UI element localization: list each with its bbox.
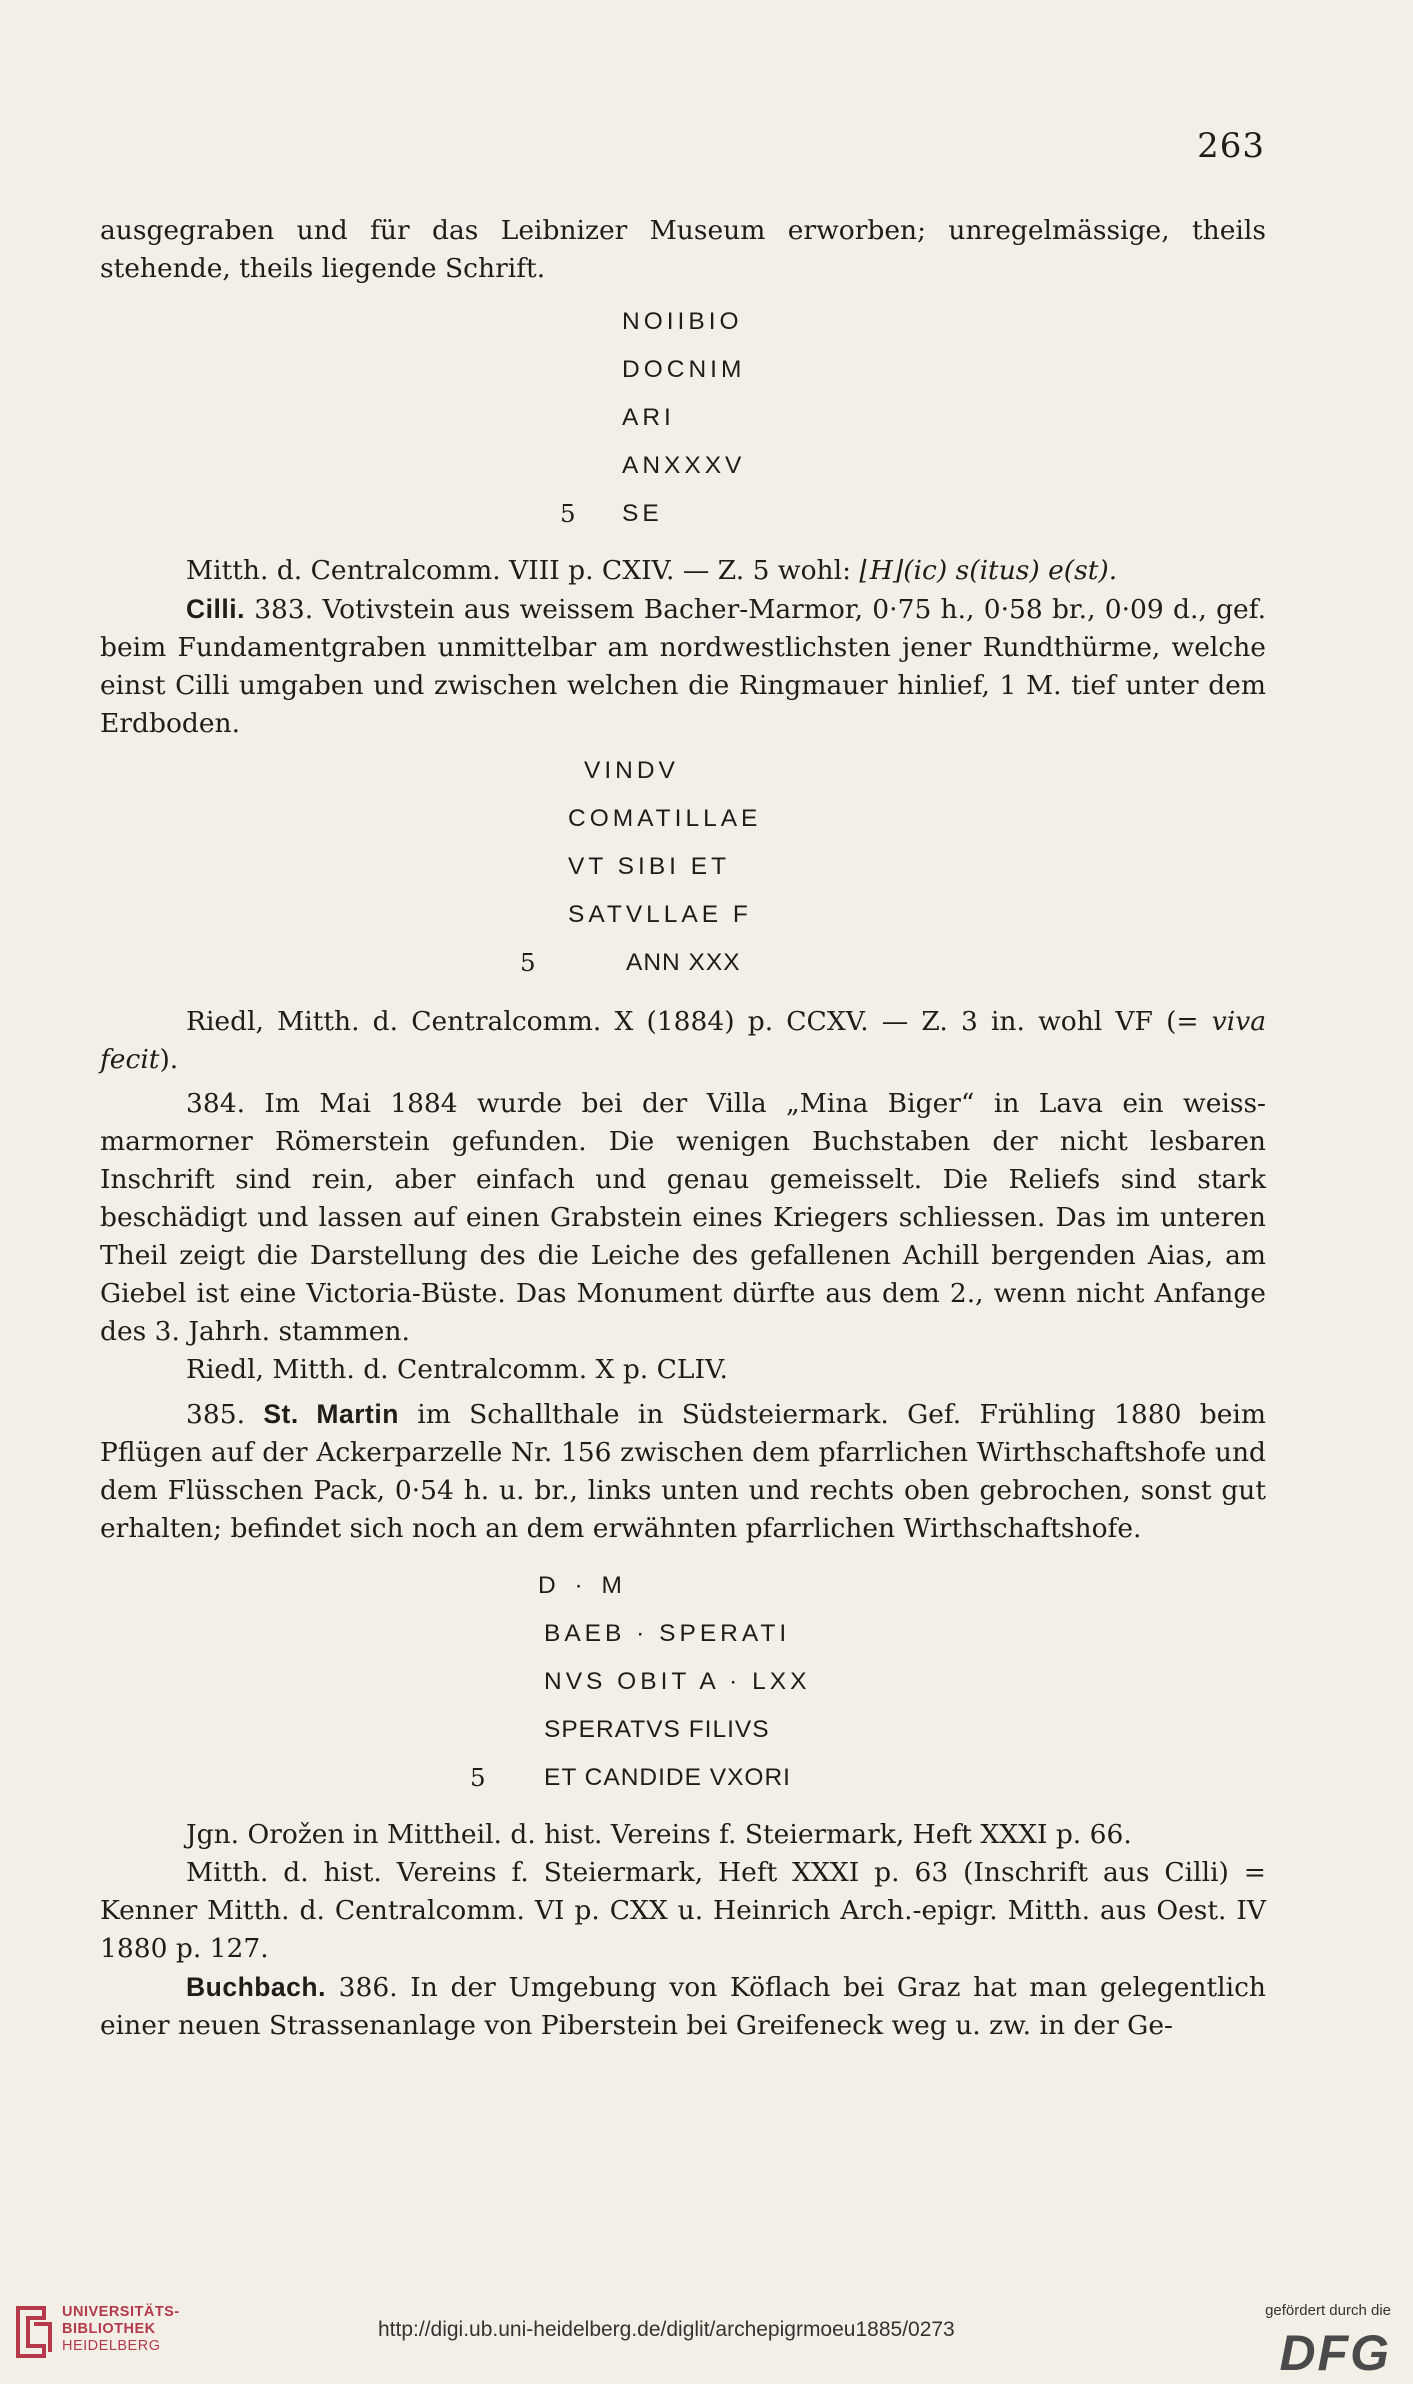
inscription-line: ANN XXX <box>626 949 741 976</box>
library-name-line: BIBLIOTHEK <box>62 2321 156 2337</box>
inscription-1 <box>100 298 1266 538</box>
reference-1 <box>100 552 1266 590</box>
page-body <box>100 212 1266 2045</box>
inscription-line: SPERATVS FILIVS <box>544 1716 770 1743</box>
inscription-line: DOCNIM <box>622 356 746 383</box>
inscription-line: NOIIBIO <box>622 308 743 335</box>
library-name-line: HEIDELBERG <box>62 2338 161 2354</box>
inscription-line: COMATILLAE <box>568 805 762 832</box>
page-number: 263 <box>1197 126 1265 166</box>
inscription-2 <box>100 747 1266 987</box>
paragraph-text: 383. Votivstein aus weissem Bacher-Marmor, 0·75 h., 0·58 br., 0·09 d., gef. beim Fundamentgraben unmittelbar am nordwestlichsten jener Rundthürme, welche einst Cilli umgaben und zwischen welchen die Ringmauer hinlief, 1 M. tief unter dem Erdboden. <box>100 594 1266 739</box>
inscription-line: ET CANDIDE VXORI <box>544 1764 791 1791</box>
reference-text-end: ). <box>159 1044 179 1075</box>
library-logo[interactable] <box>14 2300 180 2370</box>
dfg-label: gefördert durch die <box>1265 2302 1391 2319</box>
source-url[interactable]: http://digi.ub.uni-heidelberg.de/diglit/archepigrmoeu1885/0273 <box>378 2318 955 2341</box>
dfg-logo[interactable]: DFG <box>1279 2325 1391 2381</box>
reference-4: Jgn. Orožen in Mittheil. d. hist. Vereins f. Steiermark, Heft XXXI p. 66. <box>186 1819 1132 1850</box>
reference-expansion: ⌊H⌋(ic) s(itus) e(st). <box>859 555 1118 586</box>
inscription-line: SE <box>622 500 663 527</box>
line-number: 5 <box>520 948 536 977</box>
paragraph-buchbach <box>100 1968 1266 2045</box>
reference-2 <box>100 1003 1266 1079</box>
reference-expansion: viva fecit <box>100 1006 1266 1075</box>
inscription-line: D · M <box>538 1572 628 1599</box>
inscription-line: ARI <box>622 404 675 431</box>
place-name: Buchbach. <box>186 1972 326 2002</box>
place-name: St. Martin <box>263 1399 399 1429</box>
inscription-line: VT SIBI ET <box>568 853 731 880</box>
reference-text: Riedl, Mitth. d. Centralcomm. X (1884) p. CCXV. — Z. 3 in. wohl VF (= <box>186 1006 1212 1037</box>
inscription-line: SATVLLAE F <box>568 901 752 928</box>
line-number: 5 <box>470 1763 486 1792</box>
paragraph-cilli <box>100 590 1266 743</box>
footer <box>0 2270 1413 2384</box>
paragraph-intro: ausgegraben und für das Leibnizer Museum erworben; unregelmässige, theils stehende, theils liegende Schrift. <box>100 215 1266 284</box>
item-number: 385. <box>186 1399 264 1430</box>
paragraph-text: im Schallthale in Südsteiermark. Gef. Frühling 1880 beim Pflügen auf der Ackerparzelle Nr. 156 zwischen dem pfarrlichen Wirthschaftshofe und dem Flüsschen Pack, 0·54 h. u. br., links unten und rechts oben gebrochen, sonst gut erhalten; befindet sich noch an dem erwähnten pfarrlichen Wirthschaftshofe. <box>100 1399 1266 1544</box>
place-name: Cilli. <box>186 594 245 624</box>
paragraph-384: 384. Im Mai 1884 wurde bei der Villa „Mina Biger“ in Lava ein weiss-marmorner Römerstein gefunden. Die wenigen Buchstaben der nicht lesbaren Inschrift sind rein, aber einfach und genau gemeisselt. Die Reliefs sind stark beschädigt und lassen auf einen Grabstein eines Kriegers schliessen. Das im unteren Theil zeigt die Darstellung des die Leiche des gefallenen Achill bergenden Aias, am Giebel ist eine Victoria-Büste. Das Monument dürfte aus dem 2., wenn nicht Anfange des 3. Jahrh. stammen. <box>100 1088 1266 1347</box>
inscription-3 <box>100 1562 1266 1802</box>
library-name <box>62 2304 180 2355</box>
paragraph-text: 386. In der Umgebung von Köflach bei Graz hat man gelegentlich einer neuen Strassenanlage von Piberstein bei Greifeneck weg u. zw. in der Ge- <box>100 1972 1266 2041</box>
library-name-line: UNIVERSITÄTS- <box>62 2304 180 2320</box>
paragraph-385 <box>100 1395 1266 1548</box>
inscription-line: BAEB · SPERATI <box>544 1620 791 1647</box>
inscription-line: NVS OBIT A · LXX <box>544 1668 811 1695</box>
inscription-line: VINDV <box>584 757 679 784</box>
line-number: 5 <box>560 499 576 528</box>
inscription-line: ANXXXV <box>622 452 746 479</box>
library-mark-icon <box>14 2304 54 2360</box>
reference-3: Riedl, Mitth. d. Centralcomm. X p. CLIV. <box>186 1354 728 1385</box>
reference-text: Mitth. d. Centralcomm. VIII p. CXIV. — Z. 5 wohl: <box>186 555 860 586</box>
reference-5: Mitth. d. hist. Vereins f. Steiermark, Heft XXXI p. 63 (Inschrift aus Cilli) = Kenner Mitth. d. Centralcomm. VI p. CXX u. Heinrich Arch.-epigr. Mitth. aus Oest. IV 1880 p. 127. <box>100 1857 1266 1964</box>
